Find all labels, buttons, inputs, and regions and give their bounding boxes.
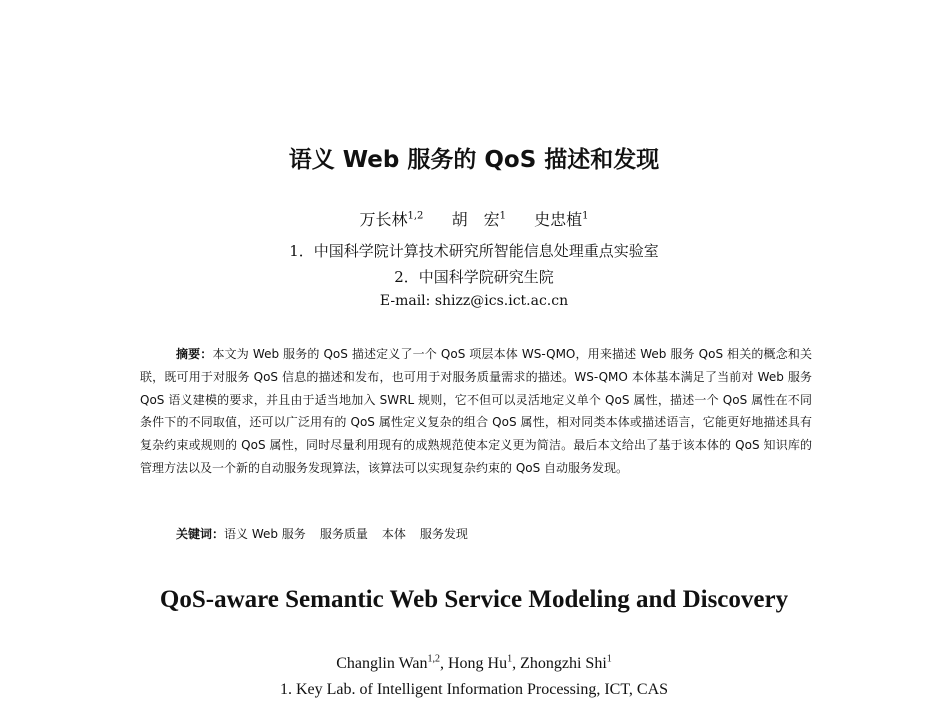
author-name: 胡 宏 — [451, 210, 500, 229]
chinese-affiliation-2: 2．中国科学院研究生院 — [394, 268, 554, 286]
keyword: 服务发现 — [419, 527, 468, 541]
english-affiliation: 1. Key Lab. of Intelligent Information Processing, ICT, CAS — [279, 681, 669, 698]
author-affiliation-mark: 1 — [507, 653, 513, 665]
keyword: 服务质量 — [319, 527, 368, 541]
author-name: 万长林 — [359, 210, 408, 229]
english-title: QoS-aware Semantic Web Service Modeling and Discovery — [159, 586, 789, 613]
author-affiliation-mark: 1 — [582, 210, 589, 222]
keyword: 本体 — [381, 527, 406, 541]
author-affiliation-mark: 1,2 — [407, 210, 424, 222]
keywords — [176, 525, 816, 542]
author-affiliation-mark: 1,2 — [427, 653, 440, 665]
author-name: Hong Hu — [448, 655, 508, 672]
abstract — [140, 343, 812, 480]
chinese-affiliation-1: 1．中国科学院计算技术研究所智能信息处理重点实验室 — [289, 242, 659, 260]
keyword: 语义 Web 服务 — [224, 527, 306, 541]
author-affiliation-mark: 1 — [606, 653, 612, 665]
abstract-text: 本文为 Web 服务的 QoS 描述定义了一个 QoS 项层本体 WS-QMO，用来描述 Web 服务 QoS 相关的概念和关联，既可用于对服务 QoS 信息的描述和发布，也可用于对服务质量需求的描述。WS-QMO 本体基本满足了当前对 Web 服务 QoS 语义建模的要求，并且由于适当地加入 SWRL 规则，它不但可以灵活地定义单个 QoS 属性，描述一个 QoS 属性在不同条件下的不同取值，还可以广泛用有的 QoS 属性定义复杂的组合 QoS 属性，相对同类本体或描述语言，它能更好地描述具有复杂约束或规则的 QoS 属性，同时尽量利用现有的成熟规范使本定义更为简洁。最后本文给出了基于该本体的 QoS 知识库的管理方法以及一个新的自动服务发现算法，该算法可以实现复杂约束的 QoS 自动服务发现。 — [140, 347, 812, 475]
abstract-label: 摘要： — [176, 347, 213, 361]
contact-email: E-mail: shizz@ics.ict.ac.cn — [379, 293, 569, 309]
author-name: 史忠植 — [534, 210, 583, 229]
author-name: Changlin Wan — [336, 655, 428, 672]
author-affiliation-mark: 1 — [499, 210, 506, 222]
author-name: Zhongzhi Shi — [520, 655, 607, 672]
chinese-title: 语义 Web 服务的 QoS 描述和发现 — [288, 147, 660, 173]
chinese-authors — [0, 207, 948, 230]
english-authors: Changlin Wan$^{1,2}$, Hong Hu$^1$, Zhongzhi Shi$^1$ — [336, 653, 612, 672]
keywords-label: 关键词： — [176, 527, 225, 541]
